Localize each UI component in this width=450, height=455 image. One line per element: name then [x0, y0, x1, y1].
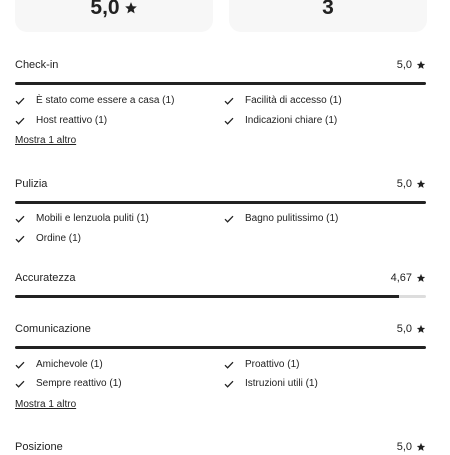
check-icon — [15, 234, 25, 244]
check-icon — [224, 96, 234, 106]
show-more-link[interactable]: Mostra 1 altro — [15, 399, 77, 410]
check-icon — [224, 379, 234, 389]
check-icon — [224, 214, 234, 224]
rating-bar — [15, 295, 426, 298]
check-icon — [224, 116, 234, 126]
check-icon — [15, 116, 25, 126]
star-icon — [416, 179, 426, 189]
tag-item: Bagno pulitissimo (1) — [224, 212, 338, 226]
rating-bar-fill — [15, 295, 399, 298]
check-icon — [15, 379, 25, 389]
review-count-card — [229, 0, 427, 32]
category-score: 4,67 — [391, 270, 426, 286]
rating-bar — [15, 82, 426, 85]
check-icon — [15, 360, 25, 370]
category-title: Comunicazione — [15, 323, 91, 335]
tag-item: È stato come essere a casa (1) — [15, 94, 174, 108]
tag-item: Sempre reattivo (1) — [15, 377, 122, 391]
tag-item: Facilità di accesso (1) — [224, 94, 342, 108]
category-accuracy — [15, 270, 426, 286]
tag-item: Amichevole (1) — [15, 358, 103, 372]
check-icon — [15, 214, 25, 224]
star-icon — [416, 273, 426, 283]
category-score: 5,0 — [397, 176, 426, 192]
check-icon — [224, 360, 234, 370]
tag-item: Indicazioni chiare (1) — [224, 114, 337, 128]
tag-item: Mobili e lenzuola puliti (1) — [15, 212, 149, 226]
star-icon — [416, 324, 426, 334]
category-score: 5,0 — [397, 321, 426, 337]
category-title: Pulizia — [15, 178, 48, 190]
tag-item: Host reattivo (1) — [15, 114, 107, 128]
category-location — [15, 439, 426, 455]
rating-bar — [15, 201, 426, 204]
overall-rating-value: 5,0 — [90, 0, 137, 18]
category-title: Posizione — [15, 441, 63, 453]
category-communication — [15, 321, 426, 410]
rating-bar-fill — [15, 346, 426, 349]
tag-item: Ordine (1) — [15, 232, 81, 246]
category-score: 5,0 — [397, 439, 426, 455]
star-icon — [124, 1, 138, 15]
rating-bar-fill — [15, 201, 426, 204]
overall-rating-card — [15, 0, 213, 32]
category-check-in — [15, 57, 426, 146]
category-score: 5,0 — [397, 57, 426, 73]
category-title: Check-in — [15, 59, 59, 71]
rating-bar-fill — [15, 82, 426, 85]
show-more-link[interactable]: Mostra 1 altro — [15, 135, 77, 146]
star-icon — [416, 442, 426, 452]
category-cleanliness — [15, 176, 426, 244]
review-count-value: 3 — [322, 0, 334, 19]
star-icon — [416, 60, 426, 70]
category-title: Accuratezza — [15, 272, 76, 284]
check-icon — [15, 96, 25, 106]
tag-item: Istruzioni utili (1) — [224, 377, 318, 391]
rating-bar — [15, 346, 426, 349]
tag-item: Proattivo (1) — [224, 358, 299, 372]
